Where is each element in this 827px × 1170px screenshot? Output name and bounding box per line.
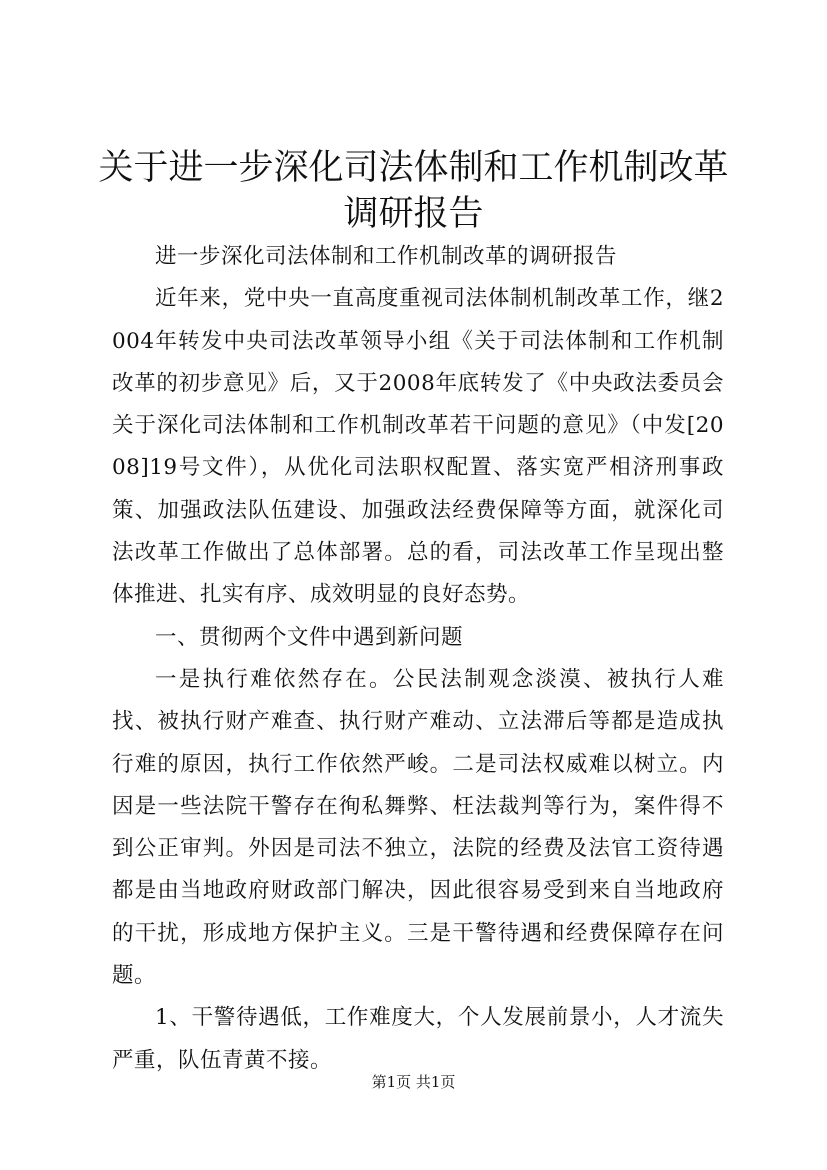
document-body	[112, 236, 724, 1082]
document-title: 关于进一步深化司法体制和工作机制改革调研报告	[98, 148, 729, 234]
section-heading: 一、贯彻两个文件中遇到新问题	[155, 624, 464, 650]
subtitle-paragraph: 进一步深化司法体制和工作机制改革的调研报告	[155, 244, 618, 269]
item-paragraph: 1、干警待遇低，工作难度大，个人发展前景小，人才流失严重，队伍青黄不接。	[112, 1005, 724, 1073]
page-number-footer: 第1页 共1页	[371, 1073, 456, 1091]
intro-paragraph: 近年来，党中央一直高度重视司法体制机制改革工作，继2004年转发中央司法改革领导小组《关于司法体制和工作机制改革的初步意见》后，又于2008年底转发了《中央政法委员会关于深化司法体制和工作机制改革若干问题的意见》（中发[2008]19号文件），从优化司法职权配置、落实宽严相济刑事政策、加强政法队伍建设、加强政法经费保障等方面，就深化司法改革工作做出了总体部署。总的看，司法改革工作呈现出整体推进、扎实有序、成效明显的良好态势。	[112, 286, 724, 608]
problems-paragraph: 一是执行难依然存在。公民法制观念淡漠、被执行人难找、被执行财产难查、执行财产难动、立法滞后等都是造成执行难的原因，执行工作依然严峻。二是司法权威难以树立。内因是一些法院干警存在徇私舞弊、枉法裁判等行为，案件得不到公正审判。外因是司法不独立，法院的经费及法官工资待遇都是由当地政府财政部门解决，因此很容易受到来自当地政府的干扰，形成地方保护主义。三是干警待遇和经费保障存在问题。	[112, 666, 724, 989]
